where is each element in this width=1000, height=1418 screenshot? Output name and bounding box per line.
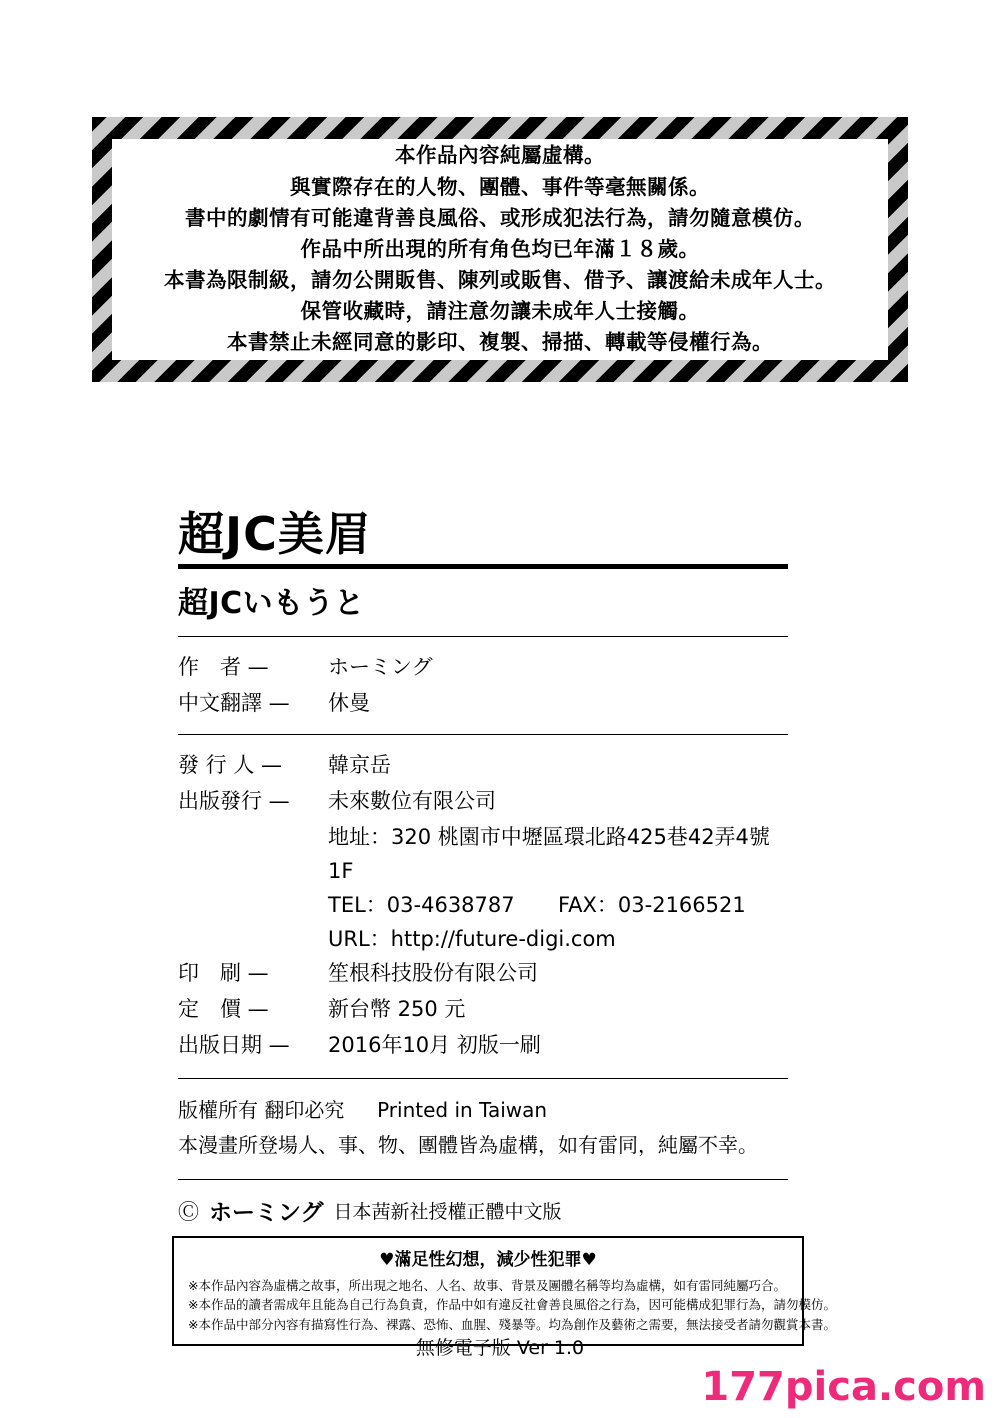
warning-line: 本作品內容純屬虛構。 <box>395 143 605 168</box>
publisher-row-issuer <box>178 748 788 782</box>
publisher-value: 韓京岳 <box>328 753 391 778</box>
book-title-chinese: 超JC美眉 <box>178 507 372 561</box>
detail-row-price <box>178 992 788 1026</box>
publisher-divider-top <box>178 734 788 735</box>
legal-copyright-cn: 版權所有 翻印必究 <box>178 1098 345 1123</box>
warning-line: 與實際存在的人物、團體、事件等毫無關係。 <box>290 174 710 199</box>
edition-version-label: 無修電子版 Ver 1.0 <box>415 1337 585 1359</box>
warning-line: 本書禁止未經同意的影印、複製、掃描、轉載等侵權行為。 <box>227 330 773 355</box>
publisher-label: 出版發行 — <box>178 789 290 814</box>
publisher-address: 地址：320 桃園市中壢區環北路425巷42弄4號1F <box>328 825 770 884</box>
detail-row-printer <box>178 956 788 990</box>
title-divider <box>178 564 788 569</box>
warning-line: 書中的劇情有可能違背善良風俗、或形成犯法行為，請勿隨意模仿。 <box>185 205 815 230</box>
copyright-license-note: 日本茜新社授權正體中文版 <box>333 1201 562 1224</box>
publisher-value: 未來數位有限公司 <box>328 789 496 814</box>
publisher-url[interactable]: URL：http://future-digi.com <box>328 927 616 952</box>
legal-divider-bottom <box>178 1179 788 1180</box>
detail-label: 定 價 — <box>178 997 269 1022</box>
credit-row-author <box>178 650 788 684</box>
detail-label: 出版日期 — <box>178 1033 290 1058</box>
legal-divider-top <box>178 1078 788 1079</box>
warning-line: 作品中所出現的所有角色均已年滿１８歲。 <box>300 236 700 261</box>
detail-value: 2016年10月 初版一刷 <box>328 1033 541 1058</box>
publisher-tel: TEL：03-4638787 <box>328 893 515 918</box>
warning-line: 本書為限制級，請勿公開販售、陳列或販售、借予、讓渡給未成年人士。 <box>164 268 836 293</box>
colophon <box>178 507 788 1227</box>
credit-row-translator <box>178 686 788 720</box>
detail-row-date <box>178 1028 788 1062</box>
detail-value: 新台幣 250 元 <box>328 997 466 1022</box>
warning-notice-box <box>92 117 908 382</box>
credit-value: ホーミング <box>328 655 433 680</box>
disclaimer-note-box <box>172 1236 836 1346</box>
book-title-japanese: 超JCいもうと <box>178 586 365 622</box>
credit-label: 中文翻譯 — <box>178 691 290 716</box>
legal-copyright-line <box>178 1093 788 1128</box>
credit-label: 作 者 — <box>178 655 269 680</box>
note-heading: ♥滿足性幻想，減少性犯罪♥ <box>379 1250 597 1270</box>
copyright-row <box>178 1194 788 1227</box>
warning-line: 保管收藏時，請注意勿讓未成年人士接觸。 <box>300 299 700 324</box>
legal-fiction-line: 本漫畫所登場人、事、物、團體皆為虛構，如有雷同，純屬不幸。 <box>178 1133 758 1158</box>
warning-notice-inner <box>112 139 888 360</box>
publisher-label: 發 行 人 — <box>178 753 283 778</box>
copyright-icon: Ⓒ <box>178 1199 199 1224</box>
note-line: ※本作品中部分內容有描寫性行為、裸露、恐怖、血腥、殘暴等。均為創作及藝術之需要，無法接受者請勿觀賞本書。 <box>188 1316 836 1332</box>
note-line: ※本作品的讀者需成年且能為自己行為負責，作品中如有違反社會善良風俗之行為，因可能構成犯罪行為，請勿模仿。 <box>188 1297 836 1313</box>
site-watermark: 177pica.com <box>701 1364 986 1410</box>
legal-printed-in: Printed in Taiwan <box>377 1098 548 1123</box>
publisher-fax: FAX：03-2166521 <box>558 893 746 918</box>
detail-label: 印 刷 — <box>178 961 269 986</box>
copyright-holder: ホーミング <box>209 1200 324 1227</box>
detail-value: 笙根科技股份有限公司 <box>328 961 538 986</box>
credit-value: 休曼 <box>328 691 370 716</box>
credits-divider-top <box>178 636 788 637</box>
publisher-row-company <box>178 784 788 818</box>
publisher-contact <box>328 888 788 922</box>
note-line: ※本作品內容為虛構之故事，所出現之地名、人名、故事、背景及團體名稱等均為虛構，如有雷同純屬巧合。 <box>188 1278 786 1293</box>
